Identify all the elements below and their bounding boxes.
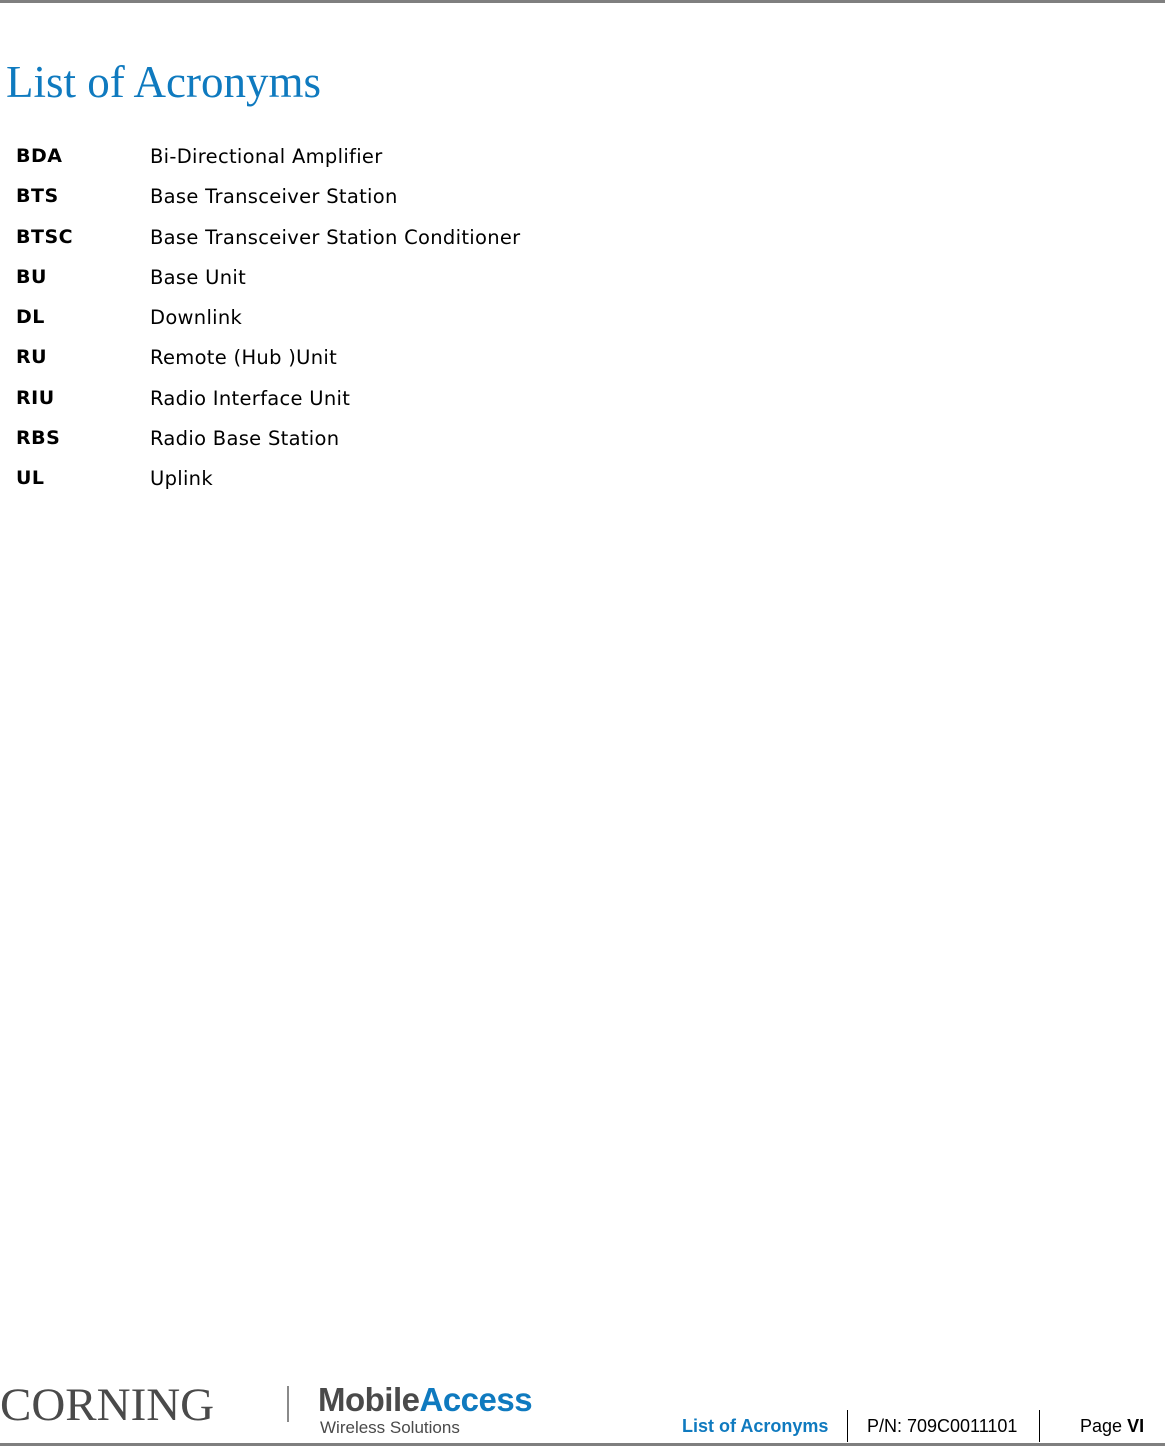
list-item	[16, 180, 716, 220]
footer-divider	[847, 1410, 848, 1442]
logo-divider	[287, 1386, 289, 1422]
acronym-list	[16, 140, 716, 503]
acronym-definition: Base Transceiver Station Conditioner	[150, 225, 521, 249]
logo-access-text: Access	[419, 1381, 533, 1418]
acronym-term: RIU	[16, 386, 55, 409]
page-number: VI	[1127, 1416, 1145, 1436]
acronym-definition: Bi-Directional Amplifier	[150, 145, 383, 168]
acronym-definition: Base Transceiver Station	[150, 185, 398, 209]
page-footer	[0, 1374, 1165, 1446]
list-item	[16, 341, 716, 381]
acronym-term: BU	[16, 265, 47, 288]
logo-tagline: Wireless Solutions	[320, 1418, 460, 1437]
acronym-definition: Downlink	[150, 306, 243, 330]
page-label: Page	[1080, 1416, 1123, 1436]
corning-logo: CORNING	[0, 1379, 215, 1431]
list-item	[16, 261, 716, 301]
mobileaccess-logo	[318, 1382, 532, 1418]
footer-divider	[1039, 1410, 1040, 1442]
list-item	[16, 221, 716, 261]
acronym-definition: Remote (Hub )Unit	[150, 346, 338, 370]
acronym-definition: Radio Interface Unit	[150, 386, 351, 410]
acronym-term: RU	[16, 346, 48, 369]
list-item	[16, 140, 716, 180]
list-item	[16, 462, 716, 502]
acronym-definition: Radio Base Station	[150, 427, 340, 451]
footer-section-title: List of Acronyms	[682, 1416, 829, 1436]
footer-page	[1080, 1415, 1144, 1437]
acronym-term: BTSC	[16, 225, 74, 248]
acronym-term: DL	[16, 306, 45, 329]
list-item	[16, 382, 716, 422]
list-item	[16, 301, 716, 341]
top-rule	[0, 0, 1165, 3]
acronym-term: RBS	[16, 427, 61, 450]
footer-part-number: P/N: 709C0011101	[867, 1416, 1018, 1436]
acronym-definition: Uplink	[150, 467, 213, 491]
acronym-term: BTS	[16, 185, 59, 208]
list-item	[16, 422, 716, 462]
acronym-definition: Base Unit	[150, 265, 247, 289]
page-title: List of Acronyms	[6, 57, 321, 107]
acronym-term: BDA	[16, 145, 63, 167]
acronym-term: UL	[16, 467, 45, 490]
logo-mobile-text: Mobile	[318, 1381, 420, 1418]
